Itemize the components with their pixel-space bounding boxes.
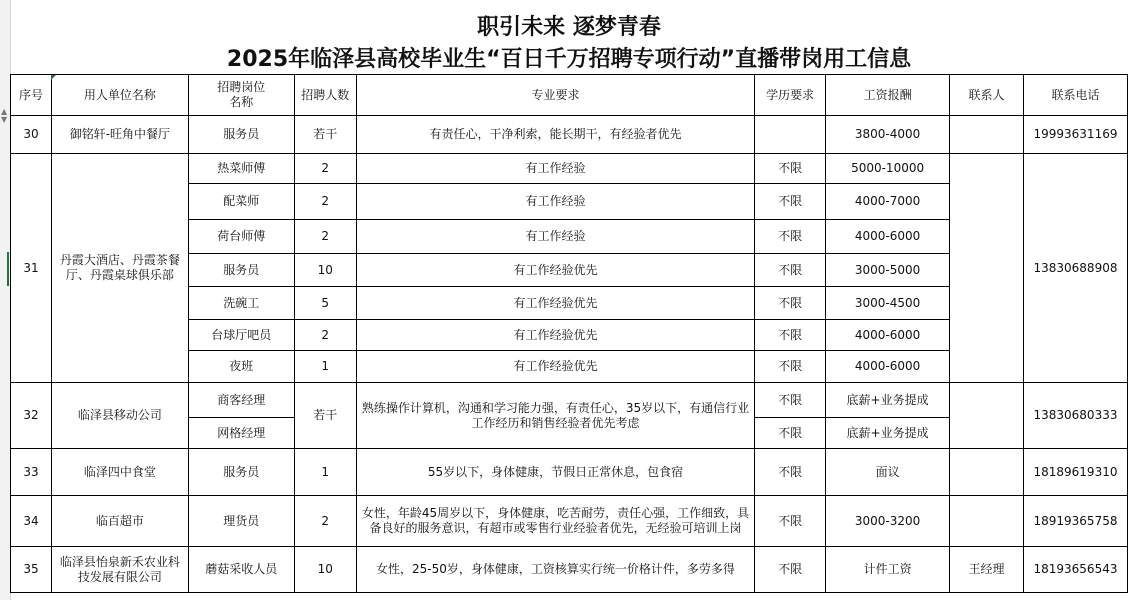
cell-phone[interactable]: 18189619310 xyxy=(1023,449,1127,496)
cell-position[interactable]: 理货员 xyxy=(188,496,294,547)
cell-salary[interactable]: 4000-6000 xyxy=(826,320,950,351)
cell-edu[interactable]: 不限 xyxy=(755,254,826,287)
cell-seq[interactable]: 34 xyxy=(11,496,52,547)
cell-edu[interactable] xyxy=(755,116,826,154)
table-row xyxy=(11,449,1128,496)
cell-position[interactable]: 蘑菇采收人员 xyxy=(188,547,294,593)
cell-major[interactable]: 有工作经验优先 xyxy=(356,351,755,383)
cell-major[interactable]: 有工作经验 xyxy=(356,154,755,184)
cell-position[interactable]: 洗碗工 xyxy=(188,287,294,320)
table-row xyxy=(11,383,1128,418)
cell-company[interactable]: 临泽县移动公司 xyxy=(51,383,188,449)
cell-seq[interactable]: 32 xyxy=(11,383,52,449)
cell-salary[interactable]: 计件工资 xyxy=(826,547,950,593)
cell-count[interactable]: 2 xyxy=(294,184,356,220)
cell-contact[interactable] xyxy=(950,383,1024,449)
cell-salary[interactable]: 面议 xyxy=(826,449,950,496)
cell-seq[interactable]: 35 xyxy=(11,547,52,593)
cell-edu[interactable]: 不限 xyxy=(755,154,826,184)
header-phone[interactable]: 联系电话 xyxy=(1023,75,1127,116)
cell-major[interactable]: 55岁以下，身体健康，节假日正常休息，包食宿 xyxy=(356,449,755,496)
cell-major[interactable]: 有工作经验 xyxy=(356,220,755,254)
table-row xyxy=(11,496,1128,547)
cell-count[interactable]: 10 xyxy=(294,254,356,287)
cell-company[interactable]: 临百超市 xyxy=(51,496,188,547)
cell-salary[interactable]: 3000-4500 xyxy=(826,287,950,320)
cell-count[interactable]: 2 xyxy=(294,154,356,184)
header-row xyxy=(11,75,1128,116)
cell-seq[interactable]: 30 xyxy=(11,116,52,154)
cell-company[interactable]: 临泽县怡泉新禾农业科技发展有限公司 xyxy=(51,547,188,593)
table-row xyxy=(11,116,1128,154)
selected-row-marker xyxy=(7,252,9,286)
cell-position[interactable]: 台球厅吧员 xyxy=(188,320,294,351)
cell-comment-marker xyxy=(51,75,56,80)
cell-contact[interactable] xyxy=(950,154,1024,383)
cell-salary[interactable]: 4000-6000 xyxy=(826,220,950,254)
cell-position[interactable]: 商客经理 xyxy=(188,383,294,418)
cell-edu[interactable]: 不限 xyxy=(755,351,826,383)
cell-salary[interactable]: 3000-5000 xyxy=(826,254,950,287)
header-position-text: 招聘岗位名称 xyxy=(217,80,266,109)
recruitment-table xyxy=(10,74,1128,593)
cell-salary[interactable]: 3800-4000 xyxy=(826,116,950,154)
cell-salary[interactable]: 4000-7000 xyxy=(826,184,950,220)
header-salary[interactable]: 工资报酬 xyxy=(826,75,950,116)
cell-salary[interactable]: 底薪+业务提成 xyxy=(826,418,950,449)
cell-count[interactable]: 1 xyxy=(294,449,356,496)
cell-major[interactable]: 熟练操作计算机，沟通和学习能力强，有责任心，35岁以下，有通信行业工作经历和销售经验者优先考虑 xyxy=(356,383,755,449)
cell-phone[interactable]: 13830688908 xyxy=(1023,154,1127,383)
resize-arrows-icon[interactable]: ▲ ▼ xyxy=(1,107,8,124)
cell-edu[interactable]: 不限 xyxy=(755,287,826,320)
cell-major[interactable]: 女性，年龄45周岁以下，身体健康，吃苦耐劳，责任心强，工作细致，具备良好的服务意识，有超市或零售行业经验者优先，无经验可培训上岗 xyxy=(356,496,755,547)
cell-edu[interactable]: 不限 xyxy=(755,320,826,351)
cell-count[interactable]: 若干 xyxy=(294,383,356,449)
title-line-2: 2025年临泽县高校毕业生“百日千万招聘专项行动”直播带岗用工信息 xyxy=(226,47,912,72)
cell-position[interactable]: 热菜师傅 xyxy=(188,154,294,184)
cell-company[interactable]: 御铭轩-旺角中餐厅 xyxy=(51,116,188,154)
cell-major[interactable]: 女性，25-50岁，身体健康，工资核算实行统一价格计件，多劳多得 xyxy=(356,547,755,593)
cell-edu[interactable]: 不限 xyxy=(755,418,826,449)
cell-salary[interactable]: 3000-3200 xyxy=(826,496,950,547)
cell-edu[interactable]: 不限 xyxy=(755,449,826,496)
header-count[interactable]: 招聘人数 xyxy=(294,75,356,116)
header-position[interactable] xyxy=(188,75,294,116)
cell-position[interactable]: 荷台师傅 xyxy=(188,220,294,254)
cell-count[interactable]: 若干 xyxy=(294,116,356,154)
cell-position[interactable]: 夜班 xyxy=(188,351,294,383)
header-company[interactable]: 用人单位名称 xyxy=(51,75,188,116)
cell-position[interactable]: 服务员 xyxy=(188,116,294,154)
cell-contact[interactable] xyxy=(950,449,1024,496)
cell-count[interactable]: 5 xyxy=(294,287,356,320)
header-major[interactable]: 专业要求 xyxy=(356,75,755,116)
cell-edu[interactable]: 不限 xyxy=(755,184,826,220)
title-line-1: 职引未来 逐梦青春 xyxy=(477,15,661,40)
cell-count[interactable]: 10 xyxy=(294,547,356,593)
cell-position[interactable]: 配菜师 xyxy=(188,184,294,220)
cell-phone[interactable]: 19993631169 xyxy=(1023,116,1127,154)
cell-edu[interactable]: 不限 xyxy=(755,220,826,254)
cell-major[interactable]: 有工作经验 xyxy=(356,184,755,220)
header-seq[interactable]: 序号 xyxy=(11,75,52,116)
cell-salary[interactable]: 5000-10000 xyxy=(826,154,950,184)
cell-edu[interactable]: 不限 xyxy=(755,547,826,593)
cell-edu[interactable]: 不限 xyxy=(755,496,826,547)
table-row xyxy=(11,154,1128,184)
header-contact[interactable]: 联系人 xyxy=(950,75,1024,116)
cell-major[interactable]: 有工作经验优先 xyxy=(356,320,755,351)
cell-major[interactable]: 有责任心，干净利索，能长期干，有经验者优先 xyxy=(356,116,755,154)
cell-contact[interactable]: 王经理 xyxy=(950,547,1024,593)
cell-count[interactable]: 1 xyxy=(294,351,356,383)
cell-seq[interactable]: 31 xyxy=(11,154,52,383)
cell-phone[interactable]: 18193656543 xyxy=(1023,547,1127,593)
cell-contact[interactable] xyxy=(950,496,1024,547)
cell-count[interactable]: 2 xyxy=(294,320,356,351)
cell-seq[interactable]: 33 xyxy=(11,449,52,496)
cell-phone[interactable]: 18919365758 xyxy=(1023,496,1127,547)
header-edu[interactable]: 学历要求 xyxy=(755,75,826,116)
cell-position[interactable]: 网格经理 xyxy=(188,418,294,449)
cell-company[interactable]: 丹霞大酒店、丹霞茶餐厅、丹霞桌球俱乐部 xyxy=(51,154,188,383)
cell-phone[interactable]: 13830680333 xyxy=(1023,383,1127,449)
cell-major[interactable]: 有工作经验优先 xyxy=(356,287,755,320)
cell-position[interactable]: 服务员 xyxy=(188,254,294,287)
cell-contact[interactable] xyxy=(950,116,1024,154)
cell-count[interactable]: 2 xyxy=(294,496,356,547)
cell-count[interactable]: 2 xyxy=(294,220,356,254)
cell-salary[interactable]: 底薪+业务提成 xyxy=(826,383,950,418)
cell-salary[interactable]: 4000-6000 xyxy=(826,351,950,383)
cell-major[interactable]: 有工作经验优先 xyxy=(356,254,755,287)
cell-position[interactable]: 服务员 xyxy=(188,449,294,496)
table-row xyxy=(11,547,1128,593)
cell-edu[interactable]: 不限 xyxy=(755,383,826,418)
cell-company[interactable]: 临泽四中食堂 xyxy=(51,449,188,496)
